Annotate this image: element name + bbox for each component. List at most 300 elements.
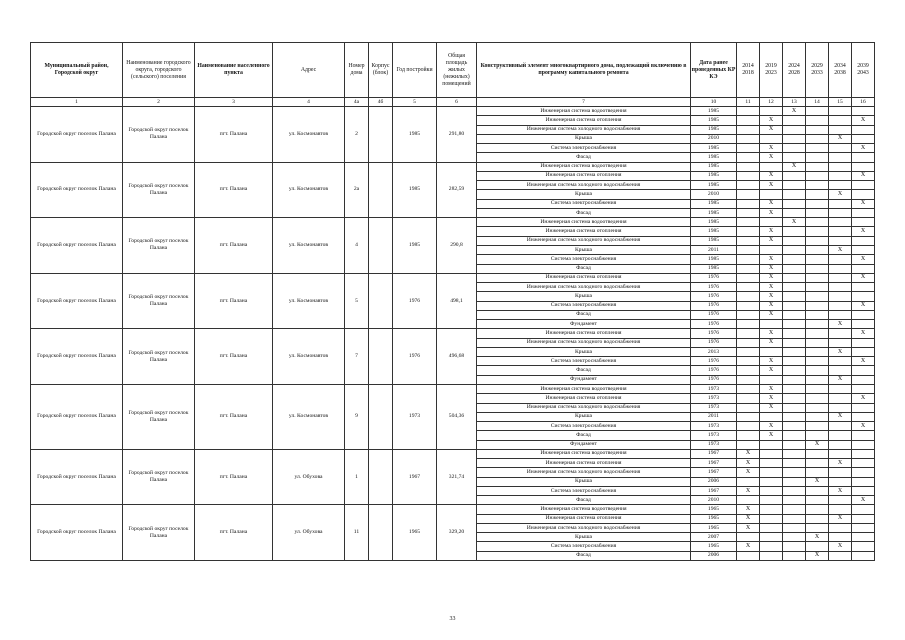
period-mark-cell xyxy=(829,107,852,116)
area-cell: 321,74 xyxy=(437,449,477,505)
prior-repair-date-cell: 1973 xyxy=(691,431,737,440)
period-mark-cell xyxy=(806,320,829,329)
period-mark-cell xyxy=(760,496,783,505)
address-cell: ул. Обухова xyxy=(273,505,345,561)
element-cell: Крыша xyxy=(477,347,691,356)
element-cell: Крыша xyxy=(477,190,691,199)
period-mark-cell xyxy=(783,375,806,384)
period-mark-cell xyxy=(737,375,760,384)
element-cell: Инженерная система водоотведения xyxy=(477,107,691,116)
period-mark-cell xyxy=(737,347,760,356)
column-number-cell: 12 xyxy=(760,98,783,107)
period-mark-cell: X xyxy=(737,449,760,458)
period-mark-cell xyxy=(737,227,760,236)
period-mark-cell xyxy=(806,171,829,180)
period-mark-cell: X xyxy=(829,190,852,199)
period-mark-cell xyxy=(806,125,829,134)
period-mark-cell xyxy=(806,449,829,458)
column-number-cell: 7 xyxy=(477,98,691,107)
element-cell: Инженерная система холодного водоснабжения xyxy=(477,181,691,190)
period-mark-cell xyxy=(852,347,875,356)
period-mark-cell xyxy=(737,153,760,162)
period-mark-cell xyxy=(806,403,829,412)
element-cell: Фасад xyxy=(477,153,691,162)
address-cell: ул. Космонавтов xyxy=(273,218,345,274)
element-cell: Инженерная система холодного водоснабжения xyxy=(477,125,691,134)
area-cell: 291,80 xyxy=(437,107,477,163)
prior-repair-date-cell: 2006 xyxy=(691,551,737,560)
block-cell xyxy=(369,449,393,505)
prior-repair-date-cell: 2011 xyxy=(691,245,737,254)
element-cell: Инженерная система холодного водоснабжения xyxy=(477,403,691,412)
prior-repair-date-cell: 2006 xyxy=(691,477,737,486)
period-mark-cell xyxy=(852,218,875,227)
prior-repair-date-cell: 1976 xyxy=(691,338,737,347)
prior-repair-date-cell: 1965 xyxy=(691,542,737,551)
area-cell: 329,20 xyxy=(437,505,477,561)
element-cell: Инженерная система холодного водоснабжения xyxy=(477,283,691,292)
element-cell: Инженерная система холодного водоснабжения xyxy=(477,236,691,245)
page-number: 33 xyxy=(449,616,456,622)
period-mark-cell xyxy=(783,431,806,440)
prior-repair-date-cell: 1973 xyxy=(691,403,737,412)
period-mark-cell xyxy=(829,338,852,347)
period-mark-cell xyxy=(783,190,806,199)
period-mark-cell xyxy=(760,486,783,495)
period-mark-cell xyxy=(737,199,760,208)
period-mark-cell xyxy=(783,301,806,310)
period-mark-cell xyxy=(829,153,852,162)
period-mark-cell: X xyxy=(852,116,875,125)
period-mark-cell: X xyxy=(829,542,852,551)
element-cell: Фундамент xyxy=(477,440,691,449)
settlement-cell: Городской округ поселок Палана xyxy=(123,384,195,449)
element-cell: Инженерная система водоотведения xyxy=(477,384,691,393)
table-row xyxy=(31,162,875,171)
column-number-cell: 4б xyxy=(369,98,393,107)
element-cell: Фундамент xyxy=(477,320,691,329)
column-number-cell: 11 xyxy=(737,98,760,107)
year-cell: 1985 xyxy=(393,218,437,274)
period-mark-cell xyxy=(852,208,875,217)
period-mark-cell xyxy=(829,523,852,532)
period-mark-cell xyxy=(829,236,852,245)
period-mark-cell xyxy=(737,310,760,319)
period-mark-cell: X xyxy=(806,533,829,542)
header-cell: Корпус (блок) xyxy=(369,43,393,98)
header-cell: 2019 2023 xyxy=(760,43,783,98)
period-mark-cell xyxy=(783,292,806,301)
element-cell: Инженерная система отопления xyxy=(477,329,691,338)
prior-repair-date-cell: 1965 xyxy=(691,523,737,532)
period-mark-cell xyxy=(737,134,760,143)
header-cell: 2039 2043 xyxy=(852,43,875,98)
period-mark-cell xyxy=(852,403,875,412)
period-mark-cell xyxy=(737,283,760,292)
locality-cell: пгт. Палана xyxy=(195,384,273,449)
period-mark-cell xyxy=(783,144,806,153)
period-mark-cell xyxy=(783,440,806,449)
period-mark-cell xyxy=(806,523,829,532)
year-cell: 1967 xyxy=(393,449,437,505)
period-mark-cell xyxy=(737,394,760,403)
address-cell: ул. Космонавтов xyxy=(273,162,345,218)
period-mark-cell xyxy=(737,125,760,134)
district-cell: Городской округ поселок Палана xyxy=(31,107,123,163)
period-mark-cell: X xyxy=(852,255,875,264)
header-cell: Год постройки xyxy=(393,43,437,98)
element-cell: Инженерная система водоотведения xyxy=(477,449,691,458)
district-cell: Городской округ поселок Палана xyxy=(31,449,123,505)
element-cell: Фасад xyxy=(477,208,691,217)
locality-cell: пгт. Палана xyxy=(195,107,273,163)
period-mark-cell xyxy=(737,320,760,329)
element-cell: Инженерная система отопления xyxy=(477,514,691,523)
period-mark-cell: X xyxy=(760,394,783,403)
period-mark-cell xyxy=(783,384,806,393)
period-mark-cell: X xyxy=(806,477,829,486)
period-mark-cell xyxy=(783,153,806,162)
header-cell: Наименование городского округа, городского (сельского) поселения xyxy=(123,43,195,98)
prior-repair-date-cell: 1985 xyxy=(691,181,737,190)
period-mark-cell xyxy=(806,236,829,245)
period-mark-cell xyxy=(806,542,829,551)
period-mark-cell xyxy=(806,347,829,356)
table-row xyxy=(31,107,875,116)
period-mark-cell xyxy=(783,505,806,514)
period-mark-cell: X xyxy=(760,422,783,431)
period-mark-cell: X xyxy=(852,422,875,431)
period-mark-cell: X xyxy=(737,505,760,514)
prior-repair-date-cell: 1985 xyxy=(691,125,737,134)
period-mark-cell xyxy=(852,125,875,134)
period-mark-cell xyxy=(783,486,806,495)
prior-repair-date-cell: 1985 xyxy=(691,264,737,273)
period-mark-cell xyxy=(737,533,760,542)
settlement-cell: Городской округ поселок Палана xyxy=(123,273,195,329)
period-mark-cell xyxy=(737,171,760,180)
period-mark-cell xyxy=(760,107,783,116)
year-cell: 1976 xyxy=(393,273,437,329)
period-mark-cell xyxy=(760,412,783,421)
period-mark-cell xyxy=(737,245,760,254)
period-mark-cell xyxy=(760,542,783,551)
prior-repair-date-cell: 1985 xyxy=(691,199,737,208)
period-mark-cell xyxy=(852,162,875,171)
period-mark-cell: X xyxy=(760,283,783,292)
district-cell: Городской округ поселок Палана xyxy=(31,329,123,385)
capital-repair-table xyxy=(30,42,875,561)
period-mark-cell xyxy=(806,301,829,310)
period-mark-cell xyxy=(829,162,852,171)
period-mark-cell: X xyxy=(852,273,875,282)
table-row xyxy=(31,329,875,338)
period-mark-cell xyxy=(737,116,760,125)
period-mark-cell xyxy=(806,357,829,366)
period-mark-cell xyxy=(760,375,783,384)
period-mark-cell xyxy=(829,218,852,227)
year-cell: 1985 xyxy=(393,162,437,218)
element-cell: Фундамент xyxy=(477,375,691,384)
period-mark-cell xyxy=(806,181,829,190)
block-cell xyxy=(369,505,393,561)
settlement-cell: Городской округ поселок Палана xyxy=(123,329,195,385)
period-mark-cell xyxy=(829,496,852,505)
period-mark-cell xyxy=(852,264,875,273)
element-cell: Крыша xyxy=(477,477,691,486)
period-mark-cell: X xyxy=(760,338,783,347)
element-cell: Система электроснабжения xyxy=(477,199,691,208)
period-mark-cell xyxy=(783,134,806,143)
period-mark-cell xyxy=(783,533,806,542)
period-mark-cell xyxy=(806,245,829,254)
period-mark-cell: X xyxy=(829,375,852,384)
period-mark-cell xyxy=(829,384,852,393)
period-mark-cell xyxy=(829,505,852,514)
period-mark-cell xyxy=(760,134,783,143)
period-mark-cell xyxy=(829,125,852,134)
period-mark-cell xyxy=(806,153,829,162)
period-mark-cell xyxy=(737,366,760,375)
house-cell: 7 xyxy=(345,329,369,385)
element-cell: Фасад xyxy=(477,366,691,375)
period-mark-cell xyxy=(806,292,829,301)
period-mark-cell xyxy=(852,283,875,292)
prior-repair-date-cell: 1965 xyxy=(691,505,737,514)
period-mark-cell xyxy=(783,320,806,329)
period-mark-cell xyxy=(783,366,806,375)
element-cell: Крыша xyxy=(477,533,691,542)
district-cell: Городской округ поселок Палана xyxy=(31,273,123,329)
period-mark-cell xyxy=(852,134,875,143)
prior-repair-date-cell: 1976 xyxy=(691,283,737,292)
period-mark-cell xyxy=(852,551,875,560)
period-mark-cell xyxy=(806,199,829,208)
period-mark-cell: X xyxy=(852,199,875,208)
period-mark-cell xyxy=(783,459,806,468)
column-number-cell: 13 xyxy=(783,98,806,107)
period-mark-cell: X xyxy=(760,227,783,236)
period-mark-cell xyxy=(783,245,806,254)
district-cell: Городской округ поселок Палана xyxy=(31,384,123,449)
period-mark-cell xyxy=(806,134,829,143)
period-mark-cell: X xyxy=(760,255,783,264)
period-mark-cell xyxy=(806,394,829,403)
period-mark-cell xyxy=(783,422,806,431)
area-cell: 496,68 xyxy=(437,329,477,385)
period-mark-cell xyxy=(852,245,875,254)
period-mark-cell xyxy=(737,292,760,301)
element-cell: Крыша xyxy=(477,245,691,254)
period-mark-cell xyxy=(852,440,875,449)
prior-repair-date-cell: 1985 xyxy=(691,153,737,162)
year-cell: 1985 xyxy=(393,107,437,163)
element-cell: Инженерная система холодного водоснабжения xyxy=(477,468,691,477)
house-cell: 1 xyxy=(345,449,369,505)
period-mark-cell xyxy=(829,440,852,449)
period-mark-cell xyxy=(783,310,806,319)
period-mark-cell xyxy=(806,255,829,264)
area-cell: 504,36 xyxy=(437,384,477,449)
element-cell: Инженерная система холодного водоснабжения xyxy=(477,338,691,347)
period-mark-cell xyxy=(783,551,806,560)
period-mark-cell xyxy=(783,514,806,523)
period-mark-cell xyxy=(806,468,829,477)
period-mark-cell: X xyxy=(829,514,852,523)
period-mark-cell xyxy=(760,449,783,458)
period-mark-cell xyxy=(852,190,875,199)
prior-repair-date-cell: 1985 xyxy=(691,227,737,236)
period-mark-cell: X xyxy=(737,523,760,532)
header-cell: 2034 2038 xyxy=(829,43,852,98)
table-row xyxy=(31,505,875,514)
element-cell: Крыша xyxy=(477,412,691,421)
element-cell: Крыша xyxy=(477,292,691,301)
period-mark-cell xyxy=(829,264,852,273)
period-mark-cell xyxy=(829,477,852,486)
period-mark-cell: X xyxy=(829,486,852,495)
house-cell: 4 xyxy=(345,218,369,274)
element-cell: Крыша xyxy=(477,134,691,143)
column-number-cell: 16 xyxy=(852,98,875,107)
district-cell: Городской округ поселок Палана xyxy=(31,218,123,274)
prior-repair-date-cell: 1973 xyxy=(691,394,737,403)
prior-repair-date-cell: 2010 xyxy=(691,496,737,505)
period-mark-cell xyxy=(806,422,829,431)
period-mark-cell xyxy=(737,338,760,347)
element-cell: Система электроснабжения xyxy=(477,144,691,153)
period-mark-cell xyxy=(737,273,760,282)
period-mark-cell xyxy=(783,357,806,366)
period-mark-cell xyxy=(737,431,760,440)
prior-repair-date-cell: 2007 xyxy=(691,533,737,542)
element-cell: Инженерная система водоотведения xyxy=(477,162,691,171)
period-mark-cell xyxy=(829,422,852,431)
period-mark-cell xyxy=(829,255,852,264)
column-number-cell: 3 xyxy=(195,98,273,107)
element-cell: Фасад xyxy=(477,264,691,273)
period-mark-cell: X xyxy=(760,431,783,440)
period-mark-cell: X xyxy=(760,236,783,245)
period-mark-cell: X xyxy=(760,366,783,375)
house-cell: 2 xyxy=(345,107,369,163)
period-mark-cell xyxy=(806,310,829,319)
period-mark-cell xyxy=(737,144,760,153)
table-row xyxy=(31,218,875,227)
period-mark-cell: X xyxy=(760,153,783,162)
period-mark-cell xyxy=(829,199,852,208)
period-mark-cell: X xyxy=(829,459,852,468)
prior-repair-date-cell: 1976 xyxy=(691,366,737,375)
period-mark-cell xyxy=(829,283,852,292)
column-number-cell: 4 xyxy=(273,98,345,107)
period-mark-cell xyxy=(852,153,875,162)
year-cell: 1976 xyxy=(393,329,437,385)
period-mark-cell xyxy=(737,264,760,273)
prior-repair-date-cell: 1985 xyxy=(691,236,737,245)
period-mark-cell xyxy=(806,227,829,236)
period-mark-cell xyxy=(737,107,760,116)
element-cell: Инженерная система отопления xyxy=(477,273,691,282)
period-mark-cell xyxy=(783,171,806,180)
address-cell: ул. Космонавтов xyxy=(273,329,345,385)
period-mark-cell xyxy=(760,190,783,199)
element-cell: Система электроснабжения xyxy=(477,255,691,264)
prior-repair-date-cell: 1973 xyxy=(691,440,737,449)
element-cell: Инженерная система отопления xyxy=(477,459,691,468)
column-number-cell: 4а xyxy=(345,98,369,107)
period-mark-cell xyxy=(852,542,875,551)
period-mark-cell xyxy=(783,208,806,217)
period-mark-cell: X xyxy=(760,273,783,282)
header-cell: Дата ранее проведенных КР КЭ xyxy=(691,43,737,98)
period-mark-cell xyxy=(737,208,760,217)
settlement-cell: Городской округ поселок Палана xyxy=(123,449,195,505)
period-mark-cell xyxy=(783,236,806,245)
period-mark-cell xyxy=(783,116,806,125)
period-mark-cell xyxy=(783,347,806,356)
period-mark-cell xyxy=(783,273,806,282)
period-mark-cell xyxy=(852,449,875,458)
column-number-cell: 5 xyxy=(393,98,437,107)
period-mark-cell: X xyxy=(852,394,875,403)
locality-cell: пгт. Палана xyxy=(195,329,273,385)
prior-repair-date-cell: 1985 xyxy=(691,218,737,227)
prior-repair-date-cell: 1976 xyxy=(691,329,737,338)
period-mark-cell: X xyxy=(806,440,829,449)
period-mark-cell xyxy=(852,477,875,486)
period-mark-cell: X xyxy=(737,459,760,468)
element-cell: Система электроснабжения xyxy=(477,542,691,551)
locality-cell: пгт. Палана xyxy=(195,449,273,505)
period-mark-cell xyxy=(737,384,760,393)
element-cell: Фасад xyxy=(477,310,691,319)
period-mark-cell xyxy=(829,366,852,375)
block-cell xyxy=(369,162,393,218)
period-mark-cell xyxy=(760,320,783,329)
prior-repair-date-cell: 1976 xyxy=(691,375,737,384)
period-mark-cell xyxy=(852,384,875,393)
element-cell: Система электроснабжения xyxy=(477,357,691,366)
prior-repair-date-cell: 1985 xyxy=(691,208,737,217)
column-number-cell: 2 xyxy=(123,98,195,107)
prior-repair-date-cell: 1976 xyxy=(691,292,737,301)
period-mark-cell xyxy=(829,533,852,542)
period-mark-cell xyxy=(852,412,875,421)
table-header xyxy=(31,43,875,107)
period-mark-cell xyxy=(829,227,852,236)
settlement-cell: Городской округ поселок Палана xyxy=(123,505,195,561)
period-mark-cell: X xyxy=(852,227,875,236)
period-mark-cell xyxy=(737,329,760,338)
column-number-cell: 10 xyxy=(691,98,737,107)
period-mark-cell xyxy=(806,264,829,273)
period-mark-cell xyxy=(783,125,806,134)
period-mark-cell xyxy=(737,422,760,431)
period-mark-cell xyxy=(852,107,875,116)
period-mark-cell xyxy=(737,440,760,449)
period-mark-cell: X xyxy=(760,310,783,319)
period-mark-cell xyxy=(806,496,829,505)
header-cell: 2029 2033 xyxy=(806,43,829,98)
year-cell: 1965 xyxy=(393,505,437,561)
period-mark-cell: X xyxy=(783,107,806,116)
block-cell xyxy=(369,384,393,449)
period-mark-cell: X xyxy=(760,171,783,180)
house-cell: 11 xyxy=(345,505,369,561)
period-mark-cell xyxy=(852,431,875,440)
period-mark-cell xyxy=(806,329,829,338)
